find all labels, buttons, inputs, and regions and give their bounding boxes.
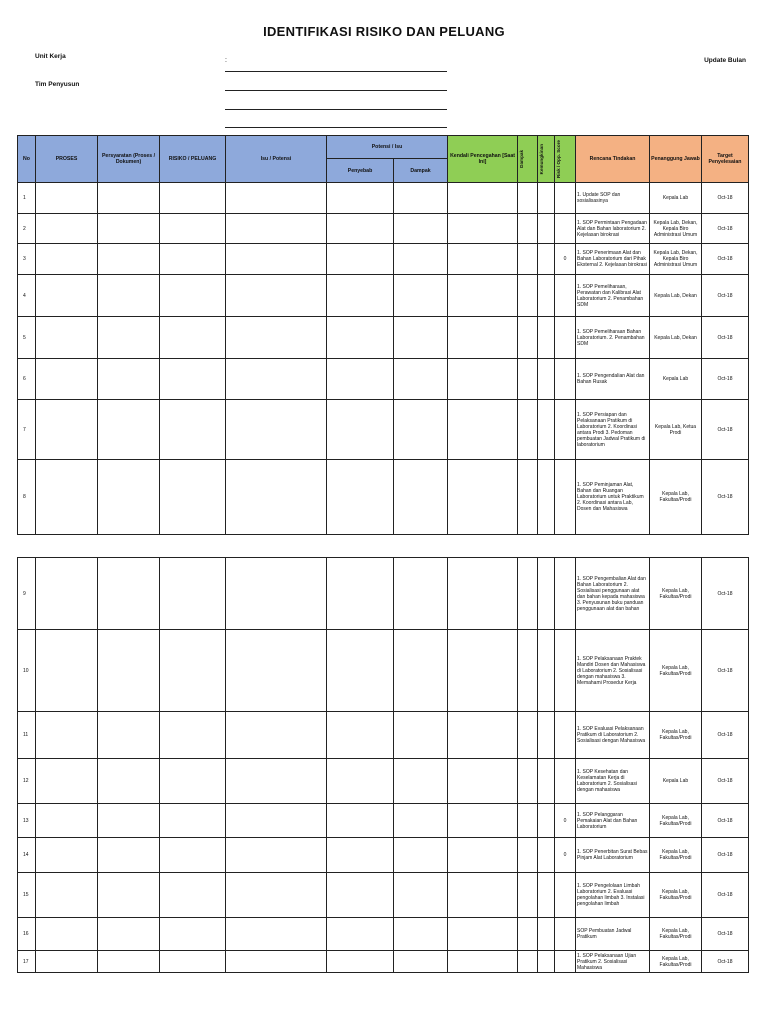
risiko-cell	[160, 951, 226, 973]
isu-cell	[226, 804, 327, 838]
dampak-score-cell	[518, 873, 538, 918]
update-bulan-label: Update Bulan	[704, 57, 746, 64]
tim-penyusun-label: Tim Penyusun	[35, 81, 80, 88]
col-target: Target Penyelesaian	[702, 136, 749, 183]
target-cell: Oct-18	[702, 558, 749, 630]
penyebab-cell	[327, 759, 394, 804]
rencana-cell: 1. SOP Pemeliharaan Bahan Laboratorium. 2. Penambahan SDM	[576, 317, 650, 359]
col-potensi-isu: Potensi / Isu	[327, 136, 448, 159]
penyebab-cell	[327, 183, 394, 214]
col-kendali: Kendali Pencegahan [Saat Ini]	[448, 136, 518, 183]
target-cell: Oct-18	[702, 951, 749, 973]
isu-cell	[226, 838, 327, 873]
score-cell: 0	[555, 838, 576, 873]
proses-cell	[36, 359, 98, 400]
kemungkinan-cell	[538, 838, 555, 873]
risiko-cell	[160, 712, 226, 759]
risiko-cell	[160, 214, 226, 244]
penyebab-cell	[327, 460, 394, 535]
table-row	[18, 359, 749, 400]
dampak-cell	[394, 951, 448, 973]
dampak-cell	[394, 712, 448, 759]
table-row	[18, 951, 749, 973]
target-cell: Oct-18	[702, 275, 749, 317]
dampak-cell	[394, 183, 448, 214]
pj-cell: Kepala Lab, Fakultas/Prodi	[650, 630, 702, 712]
no-cell: 14	[18, 838, 36, 873]
score-cell	[555, 460, 576, 535]
rencana-cell: 1. SOP Pengendalian Alat dan Bahan Rusak	[576, 359, 650, 400]
isu-cell	[226, 317, 327, 359]
no-cell: 6	[18, 359, 36, 400]
kemungkinan-cell	[538, 183, 555, 214]
proses-cell	[36, 183, 98, 214]
dampak-score-cell	[518, 951, 538, 973]
dampak-cell	[394, 400, 448, 460]
pj-cell: Kepala Lab, Fakultas/Prodi	[650, 918, 702, 951]
kemungkinan-cell	[538, 359, 555, 400]
isu-cell	[226, 359, 327, 400]
kendali-cell	[448, 275, 518, 317]
penyebab-cell	[327, 558, 394, 630]
isu-cell	[226, 873, 327, 918]
target-cell: Oct-18	[702, 400, 749, 460]
persyaratan-cell	[98, 359, 160, 400]
table-row	[18, 630, 749, 712]
col-rencana: Rencana Tindakan	[576, 136, 650, 183]
no-cell: 15	[18, 873, 36, 918]
risk-table-page-2	[17, 557, 749, 973]
proses-cell	[36, 244, 98, 275]
target-cell: Oct-18	[702, 359, 749, 400]
proses-cell	[36, 838, 98, 873]
score-cell: 0	[555, 244, 576, 275]
no-cell: 1	[18, 183, 36, 214]
col-dampak: Dampak	[518, 136, 538, 183]
score-cell	[555, 951, 576, 973]
proses-cell	[36, 558, 98, 630]
col-penyebab: Penyebab	[327, 159, 394, 183]
no-cell: 17	[18, 951, 36, 973]
persyaratan-cell	[98, 214, 160, 244]
target-cell: Oct-18	[702, 317, 749, 359]
score-cell	[555, 630, 576, 712]
col-score: Risk / Opp. Score	[555, 136, 576, 183]
penyebab-cell	[327, 275, 394, 317]
proses-cell	[36, 630, 98, 712]
col-risiko: RISIKO / PELUANG	[160, 136, 226, 183]
pj-cell: Kepala Lab	[650, 359, 702, 400]
col-proses: PROSES	[36, 136, 98, 183]
kemungkinan-cell	[538, 317, 555, 359]
rencana-cell: 1. SOP Peminjaman Alat, Bahan dan Ruangan Laboratorium untuk Praktikum 2. Koordinasi antara Lab, Dosen dan Mahasiswa	[576, 460, 650, 535]
pj-cell: Kepala Lab	[650, 183, 702, 214]
dampak-cell	[394, 630, 448, 712]
isu-cell	[226, 759, 327, 804]
target-cell: Oct-18	[702, 630, 749, 712]
table-row	[18, 400, 749, 460]
persyaratan-cell	[98, 460, 160, 535]
penyebab-cell	[327, 712, 394, 759]
kendali-cell	[448, 214, 518, 244]
rencana-cell: 1. SOP Pengembalian Alat dan Bahan Laboratorium 2. Sosialisasi penggunaan alat dan bahan kepada mahasiswa 3. Penyusunan buku panduan penggunaan alat dan bahan	[576, 558, 650, 630]
dampak-score-cell	[518, 712, 538, 759]
table-row	[18, 712, 749, 759]
table-row	[18, 558, 749, 630]
kemungkinan-cell	[538, 558, 555, 630]
target-cell: Oct-18	[702, 214, 749, 244]
dampak-cell	[394, 838, 448, 873]
isu-cell	[226, 214, 327, 244]
rencana-cell: 1. SOP Permintaan Pengadaan Alat dan Bahan laboratorium 2. Kejelasan birokrasi	[576, 214, 650, 244]
dampak-score-cell	[518, 759, 538, 804]
dampak-score-cell	[518, 317, 538, 359]
kemungkinan-cell	[538, 400, 555, 460]
kendali-cell	[448, 400, 518, 460]
penyebab-cell	[327, 244, 394, 275]
isu-cell	[226, 558, 327, 630]
kemungkinan-cell	[538, 214, 555, 244]
dampak-cell	[394, 214, 448, 244]
risiko-cell	[160, 244, 226, 275]
col-dampak-sub: Dampak	[394, 159, 448, 183]
score-cell	[555, 918, 576, 951]
penyebab-cell	[327, 400, 394, 460]
dampak-score-cell	[518, 460, 538, 535]
persyaratan-cell	[98, 804, 160, 838]
no-cell: 16	[18, 918, 36, 951]
proses-cell	[36, 400, 98, 460]
dampak-cell	[394, 460, 448, 535]
target-cell: Oct-18	[702, 712, 749, 759]
persyaratan-cell	[98, 183, 160, 214]
kemungkinan-cell	[538, 712, 555, 759]
rencana-cell: 1. SOP Kesehatan dan Keselamatan Kerja di Laboratorium 2. Sosialisasi dengan mahasiswa	[576, 759, 650, 804]
table-row	[18, 183, 749, 214]
penyebab-cell	[327, 359, 394, 400]
kemungkinan-cell	[538, 951, 555, 973]
score-cell	[555, 558, 576, 630]
kemungkinan-cell	[538, 918, 555, 951]
kendali-cell	[448, 838, 518, 873]
rencana-cell: 1. SOP Pemeliharaan, Perawatan dan Kalibrasi Alat Laboratorium 2. Penambahan SDM	[576, 275, 650, 317]
no-cell: 13	[18, 804, 36, 838]
col-kemungkinan: Kemungkinan	[538, 136, 555, 183]
no-cell: 9	[18, 558, 36, 630]
table-row	[18, 918, 749, 951]
kemungkinan-cell	[538, 244, 555, 275]
proses-cell	[36, 804, 98, 838]
target-cell: Oct-18	[702, 759, 749, 804]
persyaratan-cell	[98, 317, 160, 359]
persyaratan-cell	[98, 838, 160, 873]
kemungkinan-cell	[538, 804, 555, 838]
kendali-cell	[448, 558, 518, 630]
isu-cell	[226, 400, 327, 460]
persyaratan-cell	[98, 918, 160, 951]
risiko-cell	[160, 918, 226, 951]
risiko-cell	[160, 460, 226, 535]
dampak-cell	[394, 759, 448, 804]
kendali-cell	[448, 712, 518, 759]
rencana-cell: 1. SOP Evaluasi Pelaksanaan Pratikum di Laboratorium 2. Sosialisasi dengan Mahasiswa	[576, 712, 650, 759]
dampak-cell	[394, 359, 448, 400]
pj-cell: Kepala Lab, Dekan	[650, 275, 702, 317]
pj-cell: Kepala Lab	[650, 759, 702, 804]
score-cell: 0	[555, 804, 576, 838]
dampak-score-cell	[518, 275, 538, 317]
table-row	[18, 804, 749, 838]
penyebab-cell	[327, 317, 394, 359]
persyaratan-cell	[98, 873, 160, 918]
table-row	[18, 275, 749, 317]
dampak-score-cell	[518, 918, 538, 951]
rencana-cell: 1. SOP Penerimaan Alat dan Bahan Laboratorium dari Pihak Eksternal 2. Kejelasan birokrasi	[576, 244, 650, 275]
target-cell: Oct-18	[702, 873, 749, 918]
pj-cell: Kepala Lab, Fakultas/Prodi	[650, 460, 702, 535]
penyebab-cell	[327, 873, 394, 918]
proses-cell	[36, 918, 98, 951]
penyebab-cell	[327, 804, 394, 838]
pj-cell: Kepala Lab, Fakultas/Prodi	[650, 838, 702, 873]
risiko-cell	[160, 804, 226, 838]
pj-cell: Kepala Lab, Ketua Prodi	[650, 400, 702, 460]
risiko-cell	[160, 838, 226, 873]
col-no: No	[18, 136, 36, 183]
isu-cell	[226, 951, 327, 973]
table-row	[18, 214, 749, 244]
proses-cell	[36, 873, 98, 918]
rencana-cell: SOP Pembuatan Jadwal Pratikum	[576, 918, 650, 951]
col-isu: Isu / Potensi	[226, 136, 327, 183]
dampak-score-cell	[518, 359, 538, 400]
kendali-cell	[448, 359, 518, 400]
score-cell	[555, 317, 576, 359]
isu-cell	[226, 460, 327, 535]
kendali-cell	[448, 759, 518, 804]
tim-line-1	[225, 90, 447, 91]
isu-cell	[226, 918, 327, 951]
penyebab-cell	[327, 630, 394, 712]
dampak-cell	[394, 275, 448, 317]
persyaratan-cell	[98, 630, 160, 712]
kendali-cell	[448, 873, 518, 918]
pj-cell: Kepala Lab, Dekan, Kepala Biro Administrasi Umum	[650, 244, 702, 275]
kendali-cell	[448, 804, 518, 838]
pj-cell: Kepala Lab, Fakultas/Prodi	[650, 558, 702, 630]
dampak-score-cell	[518, 558, 538, 630]
pj-cell: Kepala Lab, Fakultas/Prodi	[650, 804, 702, 838]
persyaratan-cell	[98, 400, 160, 460]
score-cell	[555, 873, 576, 918]
table-row	[18, 460, 749, 535]
proses-cell	[36, 317, 98, 359]
dampak-cell	[394, 918, 448, 951]
isu-cell	[226, 183, 327, 214]
penyebab-cell	[327, 838, 394, 873]
no-cell: 4	[18, 275, 36, 317]
unit-kerja-label: Unit Kerja	[35, 53, 66, 60]
score-cell	[555, 214, 576, 244]
persyaratan-cell	[98, 712, 160, 759]
pj-cell: Kepala Lab, Fakultas/Prodi	[650, 951, 702, 973]
no-cell: 10	[18, 630, 36, 712]
isu-cell	[226, 712, 327, 759]
proses-cell	[36, 214, 98, 244]
no-cell: 11	[18, 712, 36, 759]
score-cell	[555, 400, 576, 460]
penyebab-cell	[327, 214, 394, 244]
tim-line-3	[225, 127, 447, 128]
risiko-cell	[160, 759, 226, 804]
isu-cell	[226, 630, 327, 712]
kendali-cell	[448, 951, 518, 973]
rencana-cell: 1. SOP Pelanggaran Pemakaian Alat dan Bahan Laboratorium	[576, 804, 650, 838]
unit-kerja-line	[225, 71, 447, 72]
score-cell	[555, 183, 576, 214]
score-cell	[555, 275, 576, 317]
rencana-cell: 1. SOP Pelaksanaan Praktek Mandiri Dosen dan Mahasiswa di Laboratorium 2. Sosialisasi dengan mahasiswa 3. Memahami Prosedur Kerja	[576, 630, 650, 712]
dampak-score-cell	[518, 838, 538, 873]
pj-cell: Kepala Lab, Fakultas/Prodi	[650, 873, 702, 918]
dampak-score-cell	[518, 214, 538, 244]
risiko-cell	[160, 183, 226, 214]
risiko-cell	[160, 275, 226, 317]
pj-cell: Kepala Lab, Fakultas/Prodi	[650, 712, 702, 759]
dampak-cell	[394, 244, 448, 275]
persyaratan-cell	[98, 558, 160, 630]
persyaratan-cell	[98, 951, 160, 973]
risiko-cell	[160, 400, 226, 460]
target-cell: Oct-18	[702, 183, 749, 214]
dampak-score-cell	[518, 244, 538, 275]
persyaratan-cell	[98, 759, 160, 804]
score-cell	[555, 359, 576, 400]
target-cell: Oct-18	[702, 838, 749, 873]
rencana-cell: 1. SOP Pengelolaan Limbah Laboratorium 2. Evaluasi pengolahan limbah 3. Instalasi pengolahan limbah	[576, 873, 650, 918]
dampak-score-cell	[518, 400, 538, 460]
table-row	[18, 838, 749, 873]
risk-table-page-1	[17, 135, 749, 535]
proses-cell	[36, 275, 98, 317]
kemungkinan-cell	[538, 460, 555, 535]
kemungkinan-cell	[538, 275, 555, 317]
page-title: IDENTIFIKASI RISIKO DAN PELUANG	[263, 24, 505, 39]
score-cell	[555, 759, 576, 804]
dampak-cell	[394, 873, 448, 918]
persyaratan-cell	[98, 244, 160, 275]
pj-cell: Kepala Lab, Dekan	[650, 317, 702, 359]
risiko-cell	[160, 630, 226, 712]
score-cell	[555, 712, 576, 759]
no-cell: 7	[18, 400, 36, 460]
dampak-score-cell	[518, 183, 538, 214]
no-cell: 8	[18, 460, 36, 535]
table-row	[18, 317, 749, 359]
rencana-cell: 1. SOP Pelaksanaan Ujian Pratikum 2. Sosialisasi Mahasiswa	[576, 951, 650, 973]
kemungkinan-cell	[538, 630, 555, 712]
proses-cell	[36, 712, 98, 759]
col-persyaratan: Persyaratan (Proses / Dokumen)	[98, 136, 160, 183]
target-cell: Oct-18	[702, 918, 749, 951]
col-penanggung-jawab: Penanggung Jawab	[650, 136, 702, 183]
isu-cell	[226, 275, 327, 317]
colon: :	[225, 57, 227, 64]
rencana-cell: 1. SOP Penerbitan Surat Bebas Pinjam Alat Laboratorium	[576, 838, 650, 873]
rencana-cell: 1. SOP Persiapan dan Pelaksanaan Pratikum di Laboratorium 2. Koordinasi antara Prodi 3. Pedoman pembuatan Jadwal Pratikum di laboratorium	[576, 400, 650, 460]
target-cell: Oct-18	[702, 804, 749, 838]
isu-cell	[226, 244, 327, 275]
table-row	[18, 759, 749, 804]
kendali-cell	[448, 630, 518, 712]
risiko-cell	[160, 873, 226, 918]
dampak-cell	[394, 804, 448, 838]
persyaratan-cell	[98, 275, 160, 317]
proses-cell	[36, 460, 98, 535]
target-cell: Oct-18	[702, 244, 749, 275]
dampak-cell	[394, 558, 448, 630]
no-cell: 5	[18, 317, 36, 359]
dampak-cell	[394, 317, 448, 359]
proses-cell	[36, 759, 98, 804]
kendali-cell	[448, 460, 518, 535]
tim-line-2	[225, 109, 447, 110]
penyebab-cell	[327, 951, 394, 973]
kendali-cell	[448, 317, 518, 359]
target-cell: Oct-18	[702, 460, 749, 535]
no-cell: 3	[18, 244, 36, 275]
risiko-cell	[160, 359, 226, 400]
kendali-cell	[448, 244, 518, 275]
no-cell: 2	[18, 214, 36, 244]
risiko-cell	[160, 317, 226, 359]
table-row	[18, 873, 749, 918]
table-row	[18, 244, 749, 275]
kendali-cell	[448, 183, 518, 214]
pj-cell: Kepala Lab, Dekan, Kepala Biro Administrasi Umum	[650, 214, 702, 244]
kendali-cell	[448, 918, 518, 951]
kemungkinan-cell	[538, 873, 555, 918]
dampak-score-cell	[518, 804, 538, 838]
risiko-cell	[160, 558, 226, 630]
rencana-cell: 1. Update SOP dan sosialisasinya	[576, 183, 650, 214]
dampak-score-cell	[518, 630, 538, 712]
kemungkinan-cell	[538, 759, 555, 804]
penyebab-cell	[327, 918, 394, 951]
proses-cell	[36, 951, 98, 973]
no-cell: 12	[18, 759, 36, 804]
